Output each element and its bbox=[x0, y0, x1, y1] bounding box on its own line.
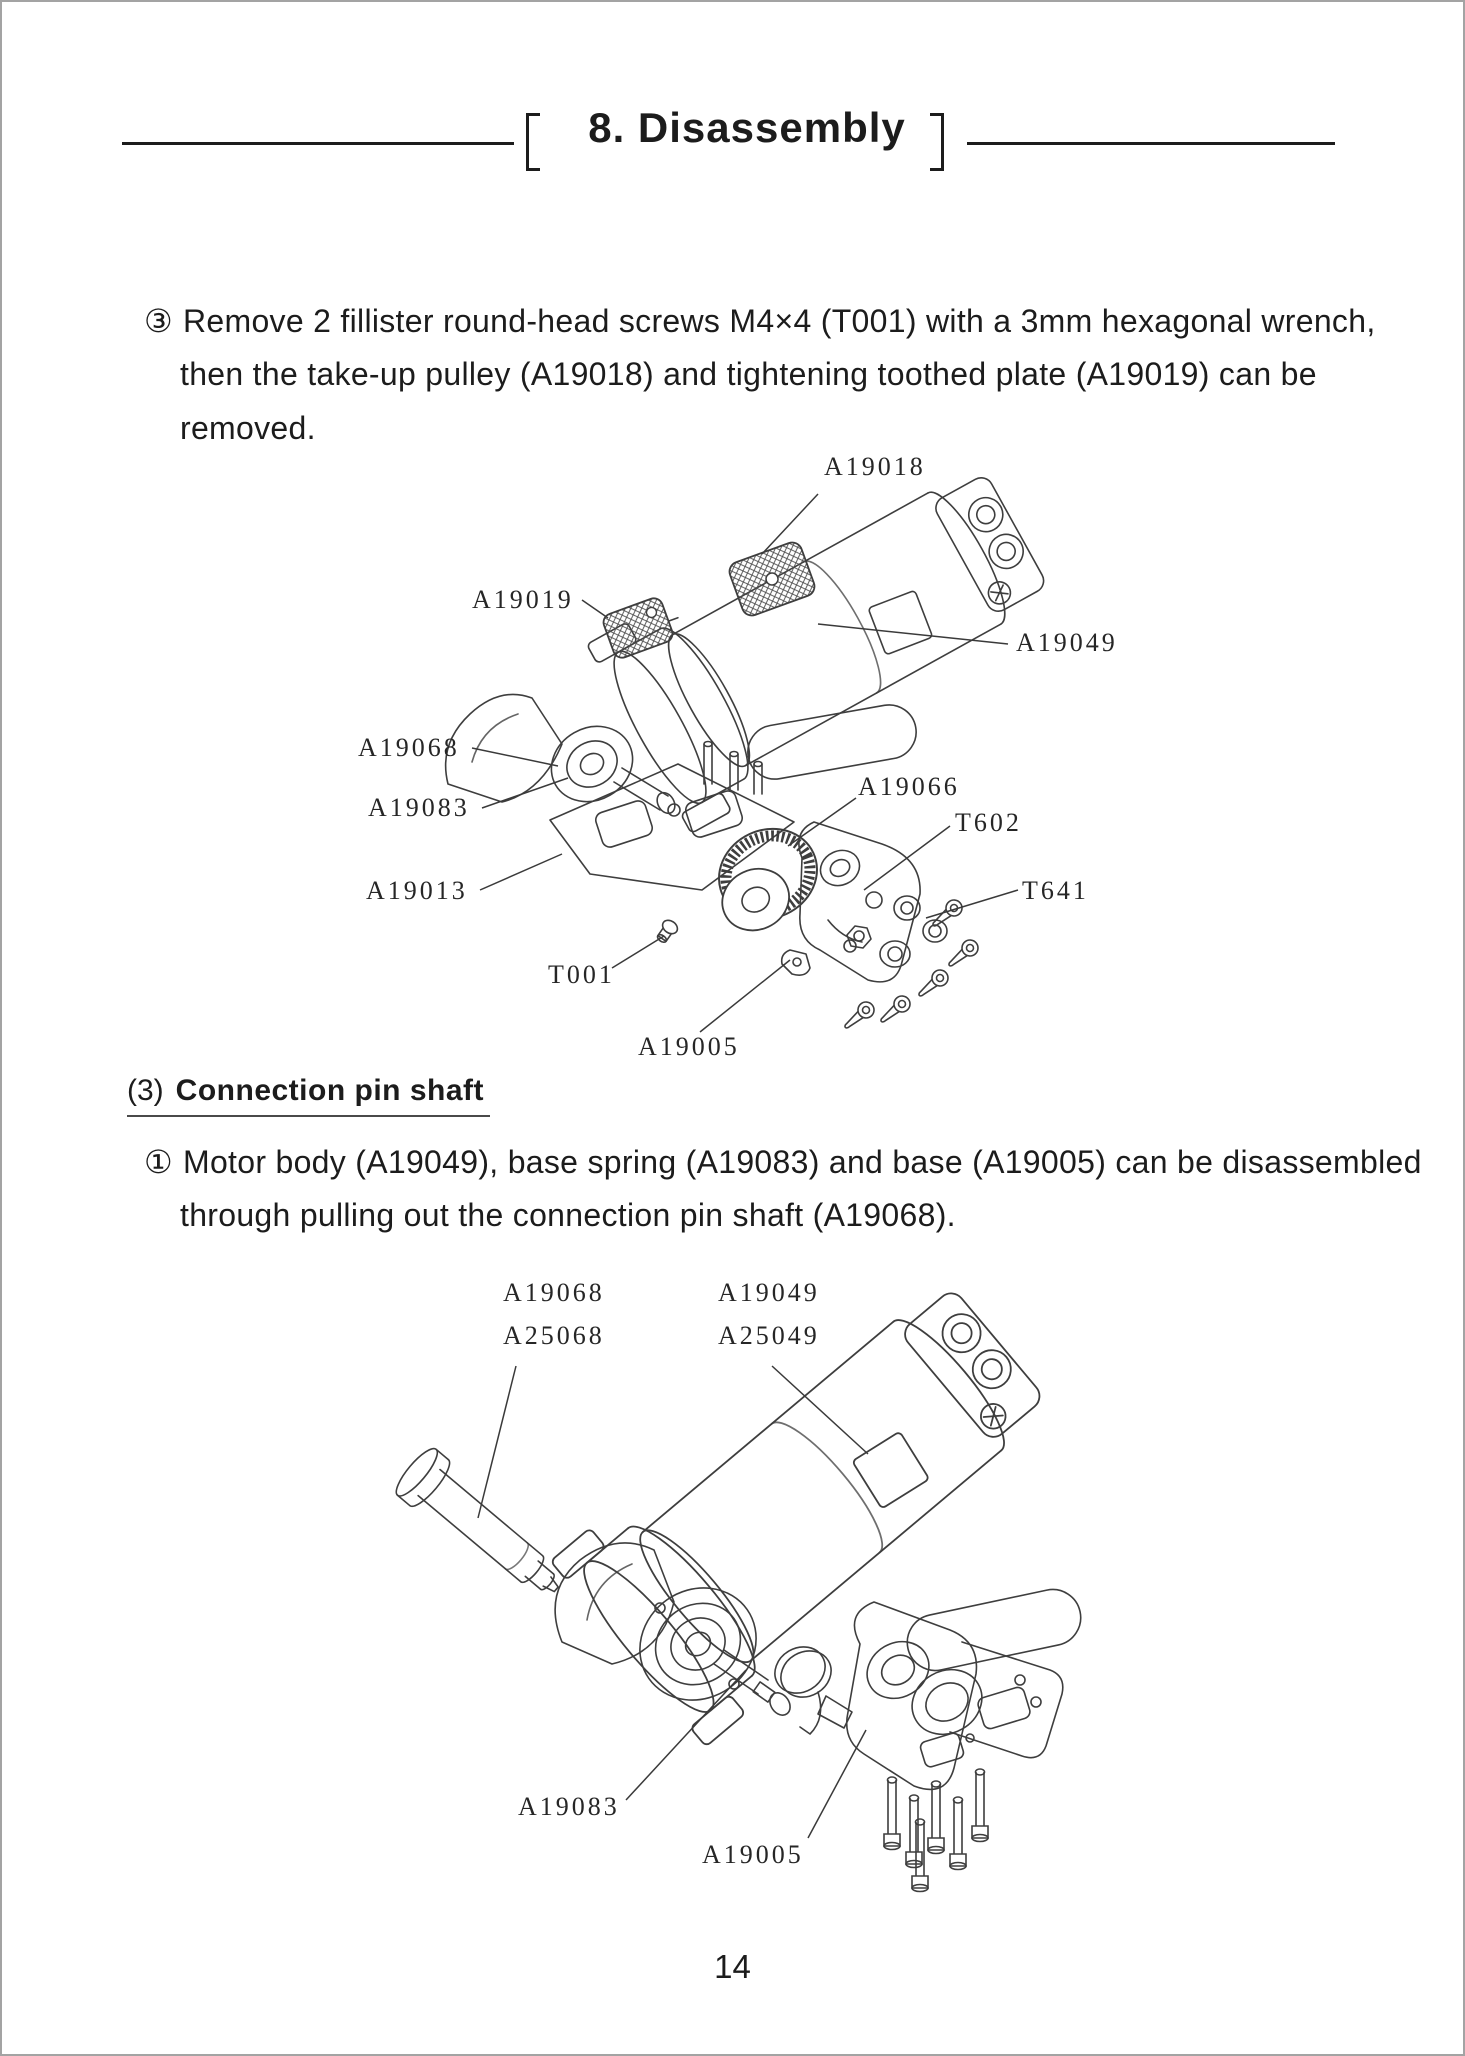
belt-pulley-drawing bbox=[699, 813, 834, 941]
leader-a19083-fig2 bbox=[626, 1670, 746, 1800]
part-label-a19083-fig2: A19083 bbox=[518, 1792, 620, 1821]
step1-line1 bbox=[144, 1143, 1422, 1181]
part-label-a19049-fig2: A19049 bbox=[718, 1278, 820, 1307]
step1-marker: ① bbox=[144, 1144, 173, 1180]
part-label-t602: T602 bbox=[955, 808, 1022, 837]
pin-shaft-drawing bbox=[391, 1444, 576, 1613]
section-title: Connection pin shaft bbox=[175, 1074, 484, 1107]
section-heading bbox=[127, 1074, 490, 1117]
leader-a19068-fig2 bbox=[478, 1366, 516, 1518]
base-drawing bbox=[847, 1584, 1086, 1789]
leader-a19019 bbox=[582, 600, 608, 618]
step3-marker: ③ bbox=[144, 303, 173, 339]
page-number: 14 bbox=[714, 1948, 751, 1985]
leader-a19005-fig1 bbox=[700, 960, 790, 1032]
part-label-t641: T641 bbox=[1022, 876, 1089, 905]
part-label-a25068: A25068 bbox=[503, 1321, 605, 1350]
leader-t602 bbox=[864, 826, 950, 890]
part-label-a19013: A19013 bbox=[366, 876, 468, 905]
step3-line2: then the take-up pulley (A19018) and tightening toothed plate (A19019) can be bbox=[180, 356, 1317, 392]
part-label-a19019: A19019 bbox=[472, 585, 574, 614]
leader-t641 bbox=[926, 890, 1018, 918]
step1-line1-text: Motor body (A19049), base spring (A19083) and base (A19005) can be disassembled bbox=[183, 1144, 1422, 1180]
page-title: 8. Disassembly bbox=[588, 104, 906, 151]
takeup-pulley-plate-drawing bbox=[727, 540, 818, 619]
figures-artwork bbox=[2, 2, 1465, 2056]
leader-a19049-fig2 bbox=[772, 1366, 868, 1454]
step1-line2: through pulling out the connection pin shaft (A19068). bbox=[180, 1197, 956, 1233]
part-label-a19018: A19018 bbox=[824, 452, 926, 481]
section-number: (3) bbox=[127, 1074, 164, 1107]
part-label-a19068: A19068 bbox=[358, 733, 460, 762]
part-label-a19005-fig2: A19005 bbox=[702, 1840, 804, 1869]
bearing-flange-drawing bbox=[618, 1565, 778, 1722]
part-label-a19066: A19066 bbox=[858, 772, 960, 801]
part-label-t001: T001 bbox=[548, 960, 615, 989]
part-label-a19068-fig2: A19068 bbox=[503, 1278, 605, 1307]
t001-screw-drawing bbox=[654, 917, 680, 945]
boss-drawing bbox=[538, 712, 647, 816]
leader-a19066 bbox=[788, 798, 856, 846]
part-label-a19005: A19005 bbox=[638, 1032, 740, 1061]
step3-line3: removed. bbox=[180, 410, 316, 446]
leader-a19013 bbox=[480, 854, 562, 890]
leader-a19049 bbox=[818, 624, 1008, 644]
part-label-a25049: A25049 bbox=[718, 1321, 820, 1350]
part-label-a19049: A19049 bbox=[1016, 628, 1118, 657]
toothed-plate-drawing bbox=[601, 592, 684, 660]
leader-a19005-fig2 bbox=[808, 1730, 866, 1838]
leader-t001 bbox=[612, 936, 664, 968]
step3-line1-text: Remove 2 fillister round-head screws M4×4 (T001) with a 3mm hexagonal wrench, bbox=[183, 303, 1376, 339]
part-label-a19083: A19083 bbox=[368, 793, 470, 822]
leader-a19083 bbox=[482, 778, 568, 808]
figure1-drawing bbox=[446, 435, 1070, 1033]
leader-a19068 bbox=[472, 748, 558, 766]
